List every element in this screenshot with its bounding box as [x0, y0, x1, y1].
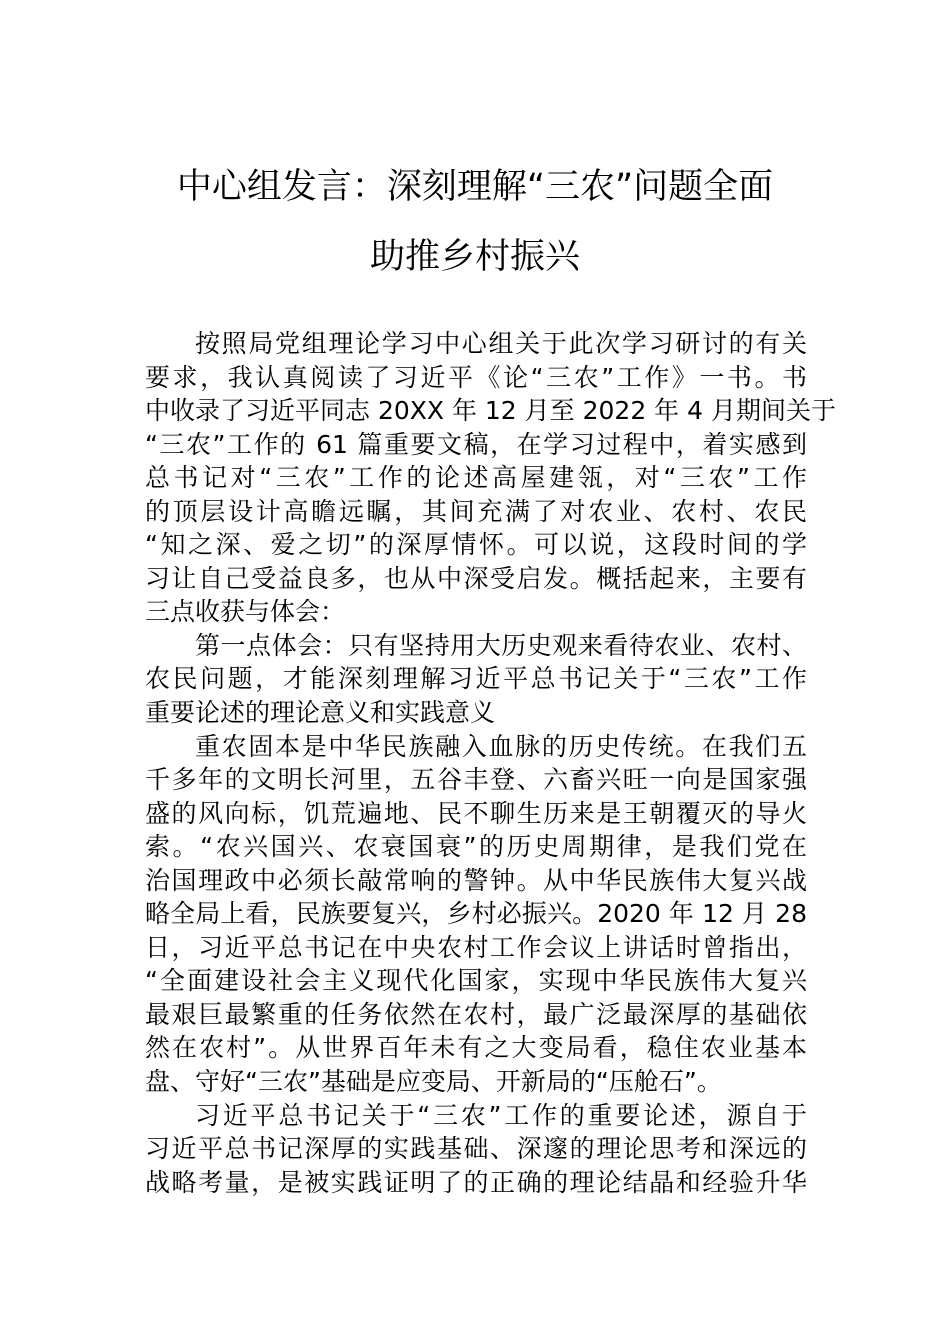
body-line: 索。“农兴国兴、农衰国衰”的历史周期律，是我们党在: [145, 832, 807, 861]
body-line: “全面建设社会主义现代化国家，实现中华民族伟大复兴: [145, 966, 807, 995]
body-line: 最艰巨最繁重的任务依然在农村，最广泛最深厚的基础依: [145, 1000, 807, 1029]
body-line: 要求，我认真阅读了习近平《论“三农”工作》一书。书: [145, 363, 807, 392]
body-line: 总书记对“三农”工作的论述高屋建瓴，对“三农”工作: [145, 463, 807, 492]
document-title-line-1: 中心组发言：深刻理解“三农”问题全面: [176, 167, 774, 207]
section-heading-line: 重要论述的理论意义和实践意义: [145, 698, 496, 727]
body-line: 日，习近平总书记在中央农村工作会议上讲话时曾指出，: [145, 933, 807, 962]
body-line: 的顶层设计高瞻远瞩，其间充满了对农业、农村、农民: [145, 497, 807, 526]
body-line: 按照局党组理论学习中心组关于此次学习研讨的有关: [195, 329, 807, 358]
body-line: 盛的风向标，饥荒遍地、民不聊生历来是王朝覆灭的导火: [145, 799, 807, 828]
body-line: 习近平总书记深厚的实践基础、深邃的理论思考和深远的: [145, 1134, 807, 1163]
body-line: 千多年的文明长河里，五谷丰登、六畜兴旺一向是国家强: [145, 765, 807, 794]
body-line: 略全局上看，民族要复兴，乡村必振兴。2020 年 12 月 28: [145, 899, 807, 928]
body-line: 战略考量，是被实践证明了的正确的理论结晶和经验升华: [145, 1168, 807, 1197]
body-line: 治国理政中必须长敲常响的警钟。从中华民族伟大复兴战: [145, 866, 807, 895]
body-line: 然在农村”。从世界百年未有之大变局看，稳住农业基本: [145, 1033, 807, 1062]
body-line: 重农固本是中华民族融入血脉的历史传统。在我们五: [195, 732, 807, 761]
section-heading-line: 第一点体会：只有坚持用大历史观来看待农业、农村、: [195, 631, 807, 660]
document-title-line-2: 助推乡村振兴: [369, 237, 580, 277]
body-line: “三农”工作的 61 篇重要文稿，在学习过程中，着实感到: [145, 430, 807, 459]
body-line: 中收录了习近平同志 20XX 年 12 月至 2022 年 4 月期间关于: [145, 396, 836, 425]
body-line: 盘、守好“三农”基础是应变局、开新局的“压舱石”。: [145, 1067, 722, 1096]
section-heading-line: 农民问题，才能深刻理解习近平总书记关于“三农”工作: [145, 664, 807, 693]
body-line: 三点收获与体会：: [145, 597, 346, 626]
body-line: 习让自己受益良多，也从中深受启发。概括起来，主要有: [145, 564, 807, 593]
body-line: 习近平总书记关于“三农”工作的重要论述，源自于: [195, 1101, 807, 1130]
body-line: “知之深、爱之切”的深厚情怀。可以说，这段时间的学: [145, 530, 807, 559]
